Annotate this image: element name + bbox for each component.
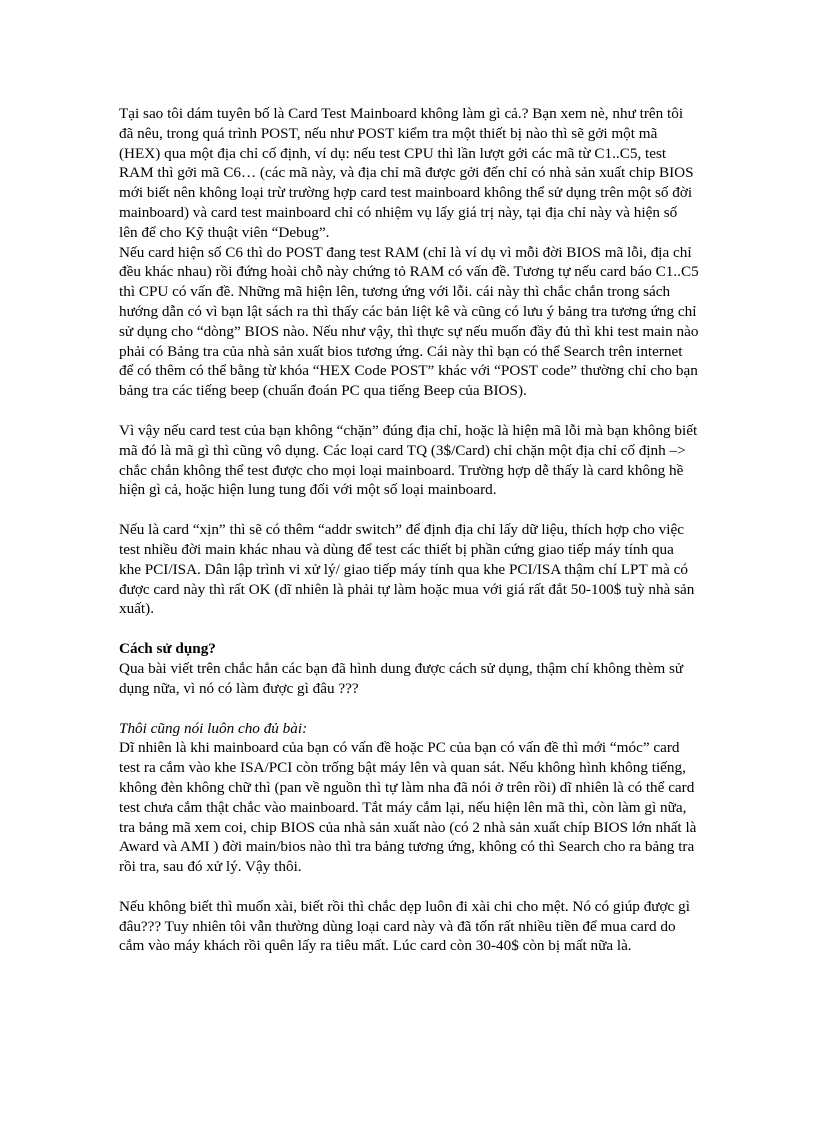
paragraph-c6-example: Nếu card hiện số C6 thì do POST đang test RAM (chỉ là ví dụ vì mỗi đời BIOS mã lỗi, địa chỉ đều khác nhau) rồi đứng hoài chỗ này chứng tỏ RAM có vấn đề. Tương tự nếu card báo C1..C5 thì CPU có vấn đề. Những mã hiện lên, tương ứng với lỗi. cái này thì chắc chắn trong sách hướng dẫn có vì bạn lật sách ra thì thấy các bản liệt kê và cũng có lưu ý bảng tra tương ứng chỉ sử dụng cho “dòng” BIOS nào. Nếu như vậy, thì thực sự nếu muốn đầy đủ thì khi test main nào phải có Bảng tra của nhà sản xuất bios tương ứng. Cái này thì bạn có thể Search trên internet để có thêm có thể bằng từ khóa “HEX Code POST” khác với “POST code” thường chỉ cho bạn bảng tra các tiếng beep (chuẩn đoán PC qua tiếng Beep của BIOS). xyxy=(119,243,699,400)
paragraph-conclusion: Nếu không biết thì muốn xài, biết rồi thì chắc dẹp luôn đi xài chi cho mệt. Nó có giúp được gì đâu??? Tuy nhiên tôi vẫn thường dùng loại card này và đã tốn rất nhiều tiền để mua card do cắm vào máy khách rồi quên lấy ra tiêu mất. Lúc card còn 30-40$ còn bị mất nữa là. xyxy=(119,897,690,955)
paragraph-intro: Tại sao tôi dám tuyên bố là Card Test Mainboard không làm gì cả.? Bạn xem nè, như trên tôi đã nêu, trong quá trình POST, nếu như POST kiểm tra một thiết bị nào thì sẽ gởi một mã (HEX) qua một địa chỉ cố định, ví dụ: nếu test CPU thì lần lượt gởi các mã từ C1..C5, test RAM thì gởi mã C6… (các mã này, và địa chỉ mã được gởi đến chỉ có nhà sản xuất chip BIOS mới biết nên không loại trừ trường hợp card test mainboard không thể sử dụng trên một số đời mainboard) và card test mainboard chỉ có nhiệm vụ lấy giá trị này, tại địa chỉ này và hiện số lên để cho Kỹ thuật viên “Debug”. xyxy=(119,105,694,241)
paragraph-tq-card: Vì vậy nếu card test của bạn không “chặn” đúng địa chỉ, hoặc là hiện mã lỗi mà bạn không biết mã đó là mã gì thì cũng vô dụng. Các loại card TQ (3$/Card) chỉ chặn một địa chỉ cố định –> chắc chắn không thể test được cho mọi loại mainboard. Trường hợp dễ thấy là card không hề hiện gì cả, hoặc hiện lung tung đối với một số loại mainboard. xyxy=(119,421,698,499)
paragraph-addr-switch: Nếu là card “xịn” thì sẽ có thêm “addr switch” để định địa chỉ lấy dữ liệu, thích hợp cho việc test nhiều đời main khác nhau và dùng để test các thiết bị phần cứng giao tiếp máy tính qua khe PCI/ISA. Dân lập trình vi xử lý/ giao tiếp máy tính qua khe PCI/ISA thậm chí LPT mà có được card này thì rất OK (dĩ nhiên là phải tự làm hoặc mua với giá rất đắt 50-100$ tuỳ nhà sản xuất). xyxy=(119,521,695,618)
paragraph-usage-summary: Qua bài viết trên chắc hẳn các bạn đã hình dung được cách sử dụng, thậm chí không thèm sử dụng nữa, vì nó có làm được gì đâu ??? xyxy=(119,659,684,697)
paragraph-usage-steps: Dĩ nhiên là khi mainboard của bạn có vấn đề hoặc PC của bạn có vấn đề thì mới “móc” card test ra cắm vào khe ISA/PCI còn trống bật máy lên và quan sát. Nếu không hình không tiếng, không đèn không chữ thì (pan về nguồn thì tự làm nha đã nói ở trên rồi) dĩ nhiên là có thể card test chưa cắm thật chắc vào mainboard. Tắt máy cắm lại, nếu hiện lên mã thì, còn làm gì nữa, tra bảng mã xem coi, chip BIOS của nhà sản xuất nào (có 2 nhà sản xuất chíp BIOS lớn nhất là Award và AMI ) đời main/bios nào thì tra bảng tương ứng, không có thì Search cho ra bảng tra rồi tra, sau đó xử lý. Vậy thôi. xyxy=(119,739,697,876)
document-page xyxy=(119,104,699,956)
heading-usage: Cách sử dụng? xyxy=(119,640,216,658)
heading-full-article: Thôi cũng nói luôn cho đủ bài: xyxy=(119,719,308,737)
